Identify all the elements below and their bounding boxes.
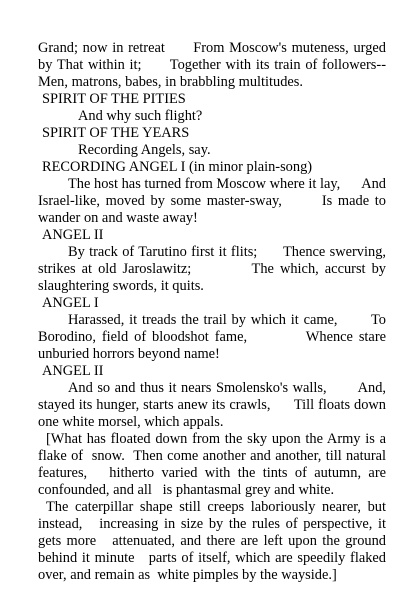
speech-paragraph: By track of Tarutino first it flits; Thence swerving, strikes at old Jaroslawitz; The which, accurst by slaughtering swords, it quits. xyxy=(38,244,390,294)
speaker-name: ANGEL II xyxy=(42,363,104,379)
speaker-name: RECORDING ANGEL I (in minor plain-song) xyxy=(42,159,313,175)
speech-line: And why such flight? xyxy=(78,108,203,124)
document-page xyxy=(38,40,390,584)
speaker-name: SPIRIT OF THE YEARS xyxy=(42,125,190,141)
speaker-name: ANGEL II xyxy=(42,227,104,243)
speech-line: Recording Angels, say. xyxy=(78,142,211,158)
stage-direction: [What has floated down from the sky upon the Army is a flake of snow. Then come another and another, till natural features, hitherto varied with the tints of autumn, are confounded, and all is phantasmal grey and white. xyxy=(38,431,390,498)
opening-paragraph: Grand; now in retreat From Moscow's muteness, urged by That within it; Together with its train of followers--Men, matrons, babes, in brabbling multitudes. xyxy=(38,40,390,90)
stage-direction: The caterpillar shape still creeps laboriously nearer, but instead, increasing in size by the rules of perspective, it gets more attenuated, and there are left upon the ground behind it minute parts of itself, which are speedily flaked over, and remain as white pimples by the wayside.] xyxy=(38,499,390,583)
speech-paragraph: Harassed, it treads the trail by which it came, To Borodino, field of bloodshot fame, Whence stare unburied horrors beyond name! xyxy=(38,312,390,362)
speech-paragraph: And so and thus it nears Smolensko's walls, And, stayed its hunger, starts anew its crawls, Till floats down one white morsel, which appals. xyxy=(38,380,390,430)
speaker-name: ANGEL I xyxy=(42,295,99,311)
speaker-name: SPIRIT OF THE PITIES xyxy=(42,91,186,107)
speech-paragraph: The host has turned from Moscow where it lay, And Israel-like, moved by some master-sway, Is made to wander on and waste away! xyxy=(38,176,390,226)
